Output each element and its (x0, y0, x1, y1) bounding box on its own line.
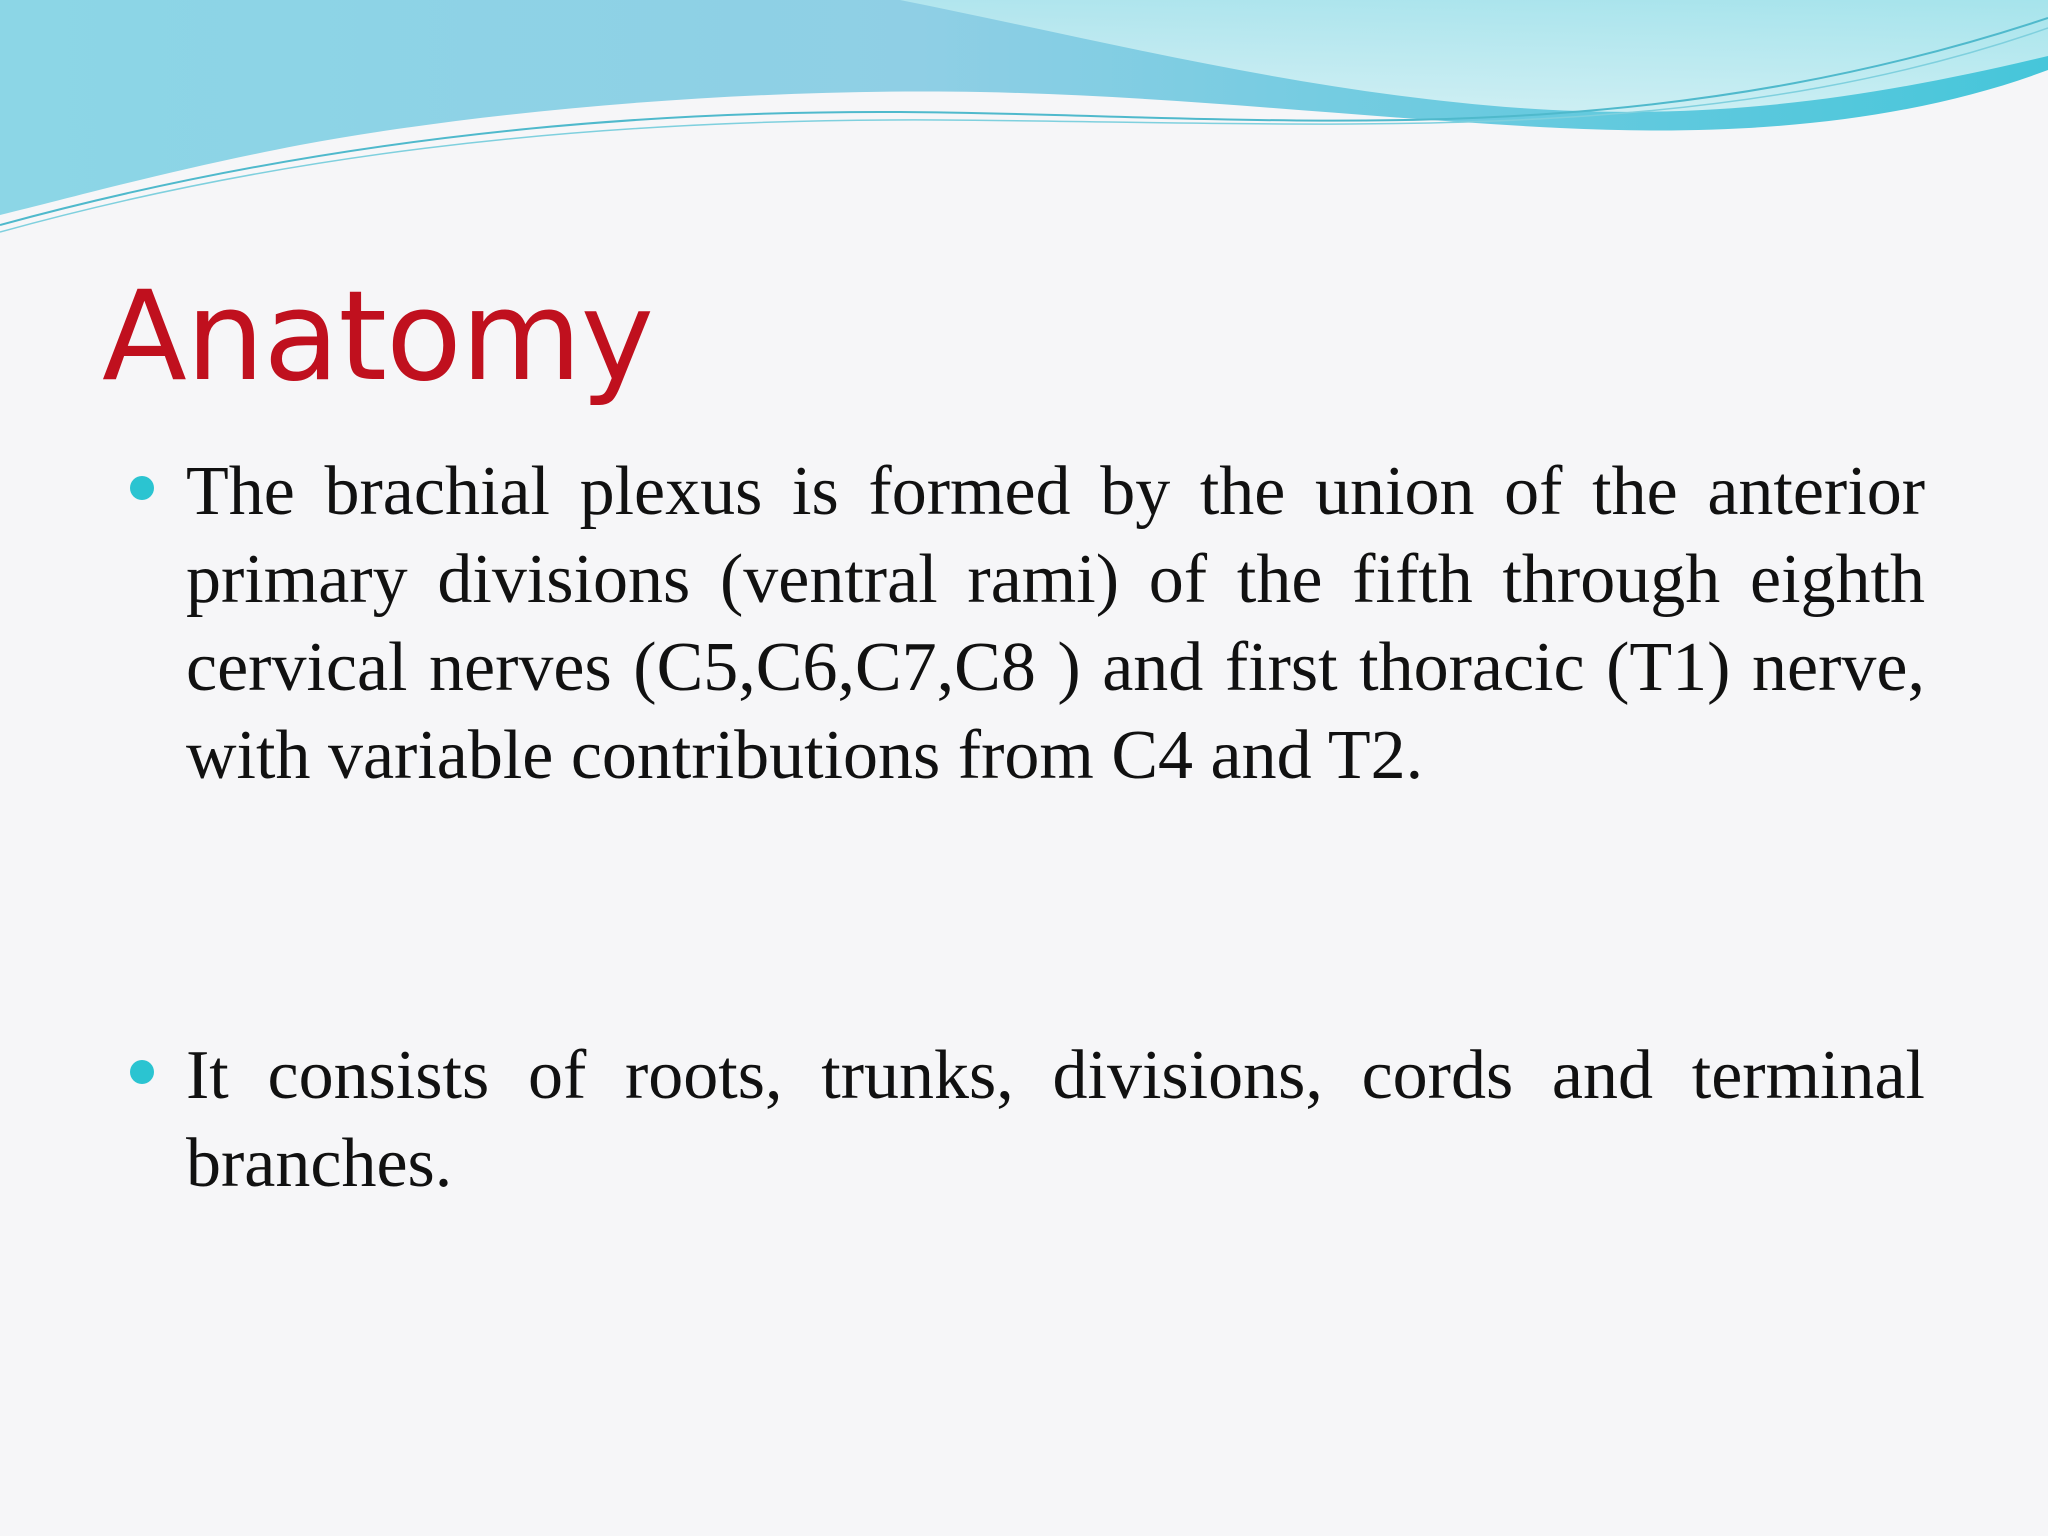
bullet-item (130, 1032, 1925, 1208)
bullet-text: The brachial plexus is formed by the union of the anterior primary divisions (ventral rami) of the fifth through eighth cervical nerves (C5,C6,C7,C8 ) and first thoracic (T1) nerve, with variable contributions from C4 and T2. (186, 453, 1925, 794)
bullet-item (130, 448, 1925, 800)
slide-title: Anatomy (102, 265, 654, 409)
bullet-list (130, 448, 1925, 1208)
bullet-dot-icon (130, 476, 154, 500)
header-wave-decoration (0, 0, 2048, 240)
bullet-text: It consists of roots, trunks, divisions, cords and terminal branches. (186, 1037, 1925, 1202)
bullet-dot-icon (130, 1060, 154, 1084)
